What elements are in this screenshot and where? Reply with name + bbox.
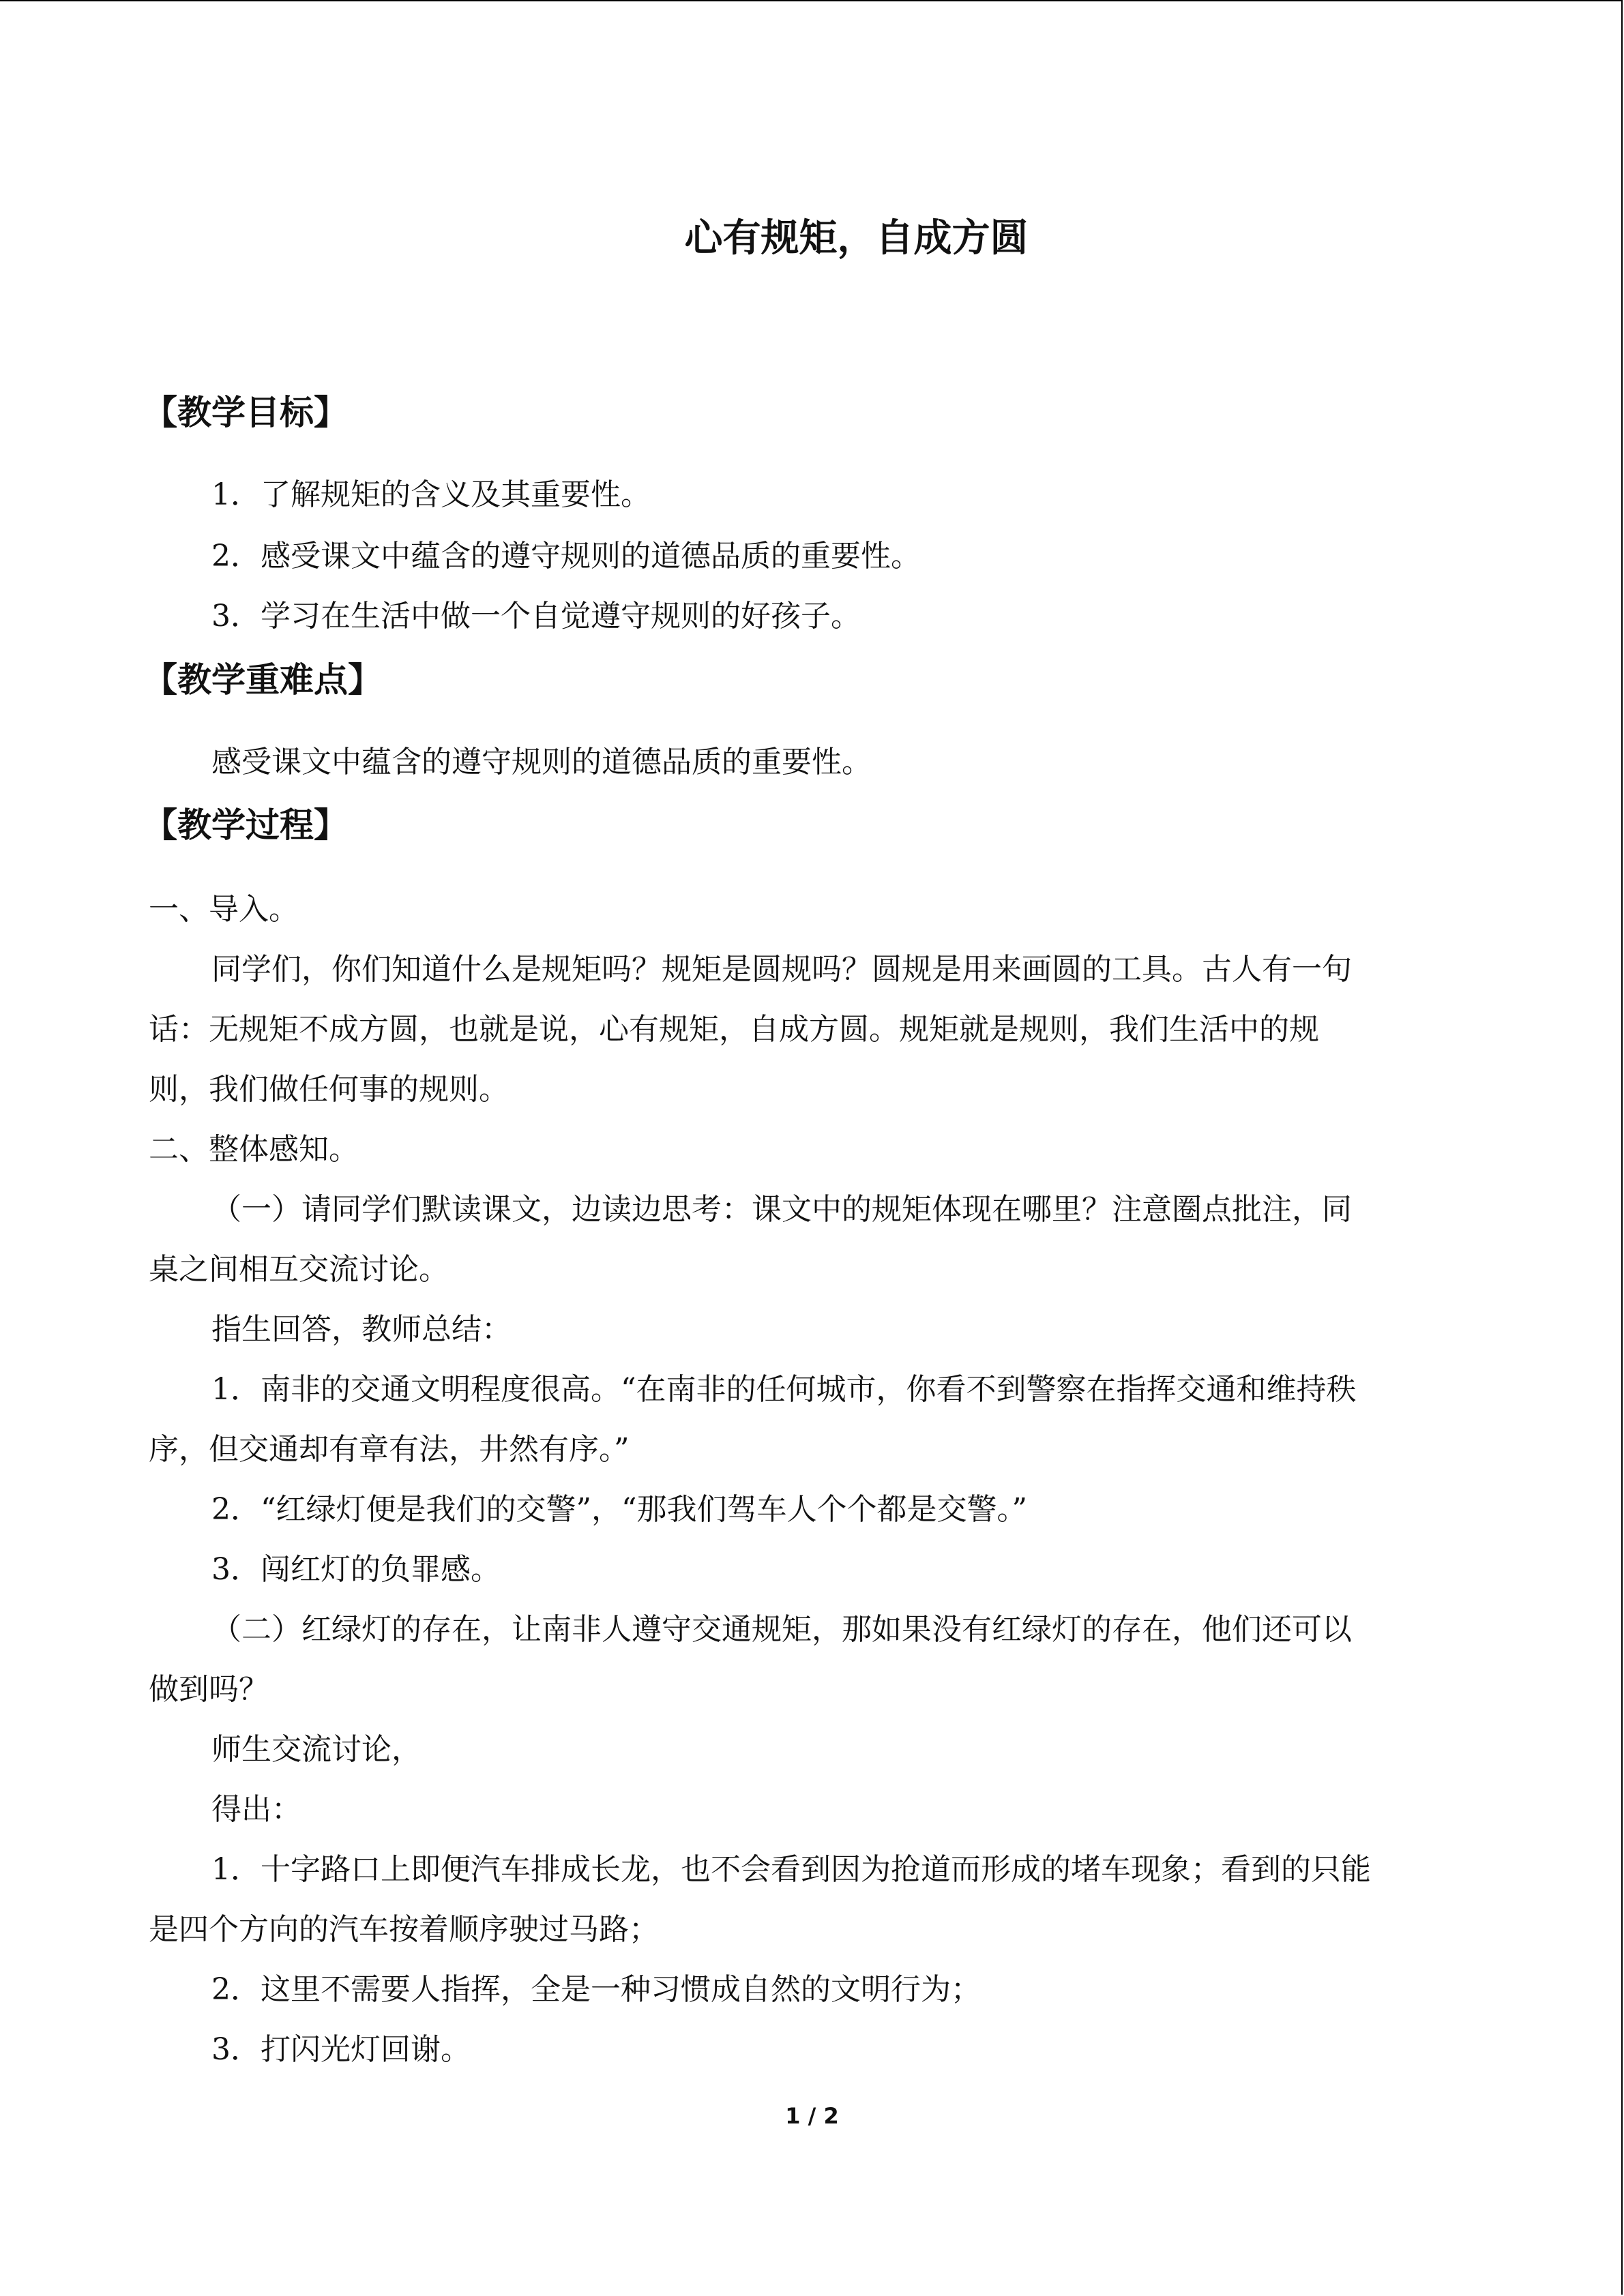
- paragraph-line: 话：无规矩不成方圆，也就是说，心有规矩，自成方圆。规矩就是规则，我们生活中的规: [149, 1012, 1319, 1047]
- goal-item: 2．感受课文中蕴含的遵守规则的道德品质的重要性。: [211, 539, 921, 573]
- paragraph-line: 3．打闪光灯回谢。: [211, 2032, 471, 2067]
- paragraph-line: 1．十字路口上即便汽车排成长龙，也不会看到因为抢道而形成的堵车现象；看到的只能: [211, 1852, 1371, 1887]
- paragraph-line: 桌之间相互交流讨论。: [149, 1252, 449, 1287]
- process-step-title: 二、整体感知。: [149, 1132, 359, 1167]
- paragraph-line: 则，我们做任何事的规则。: [149, 1072, 509, 1107]
- paragraph-line: （二）红绿灯的存在，让南非人遵守交通规矩，那如果没有红绿灯的存在，他们还可以: [211, 1612, 1352, 1647]
- key-points-text: 感受课文中蕴含的遵守规则的道德品质的重要性。: [211, 745, 872, 779]
- goal-item: 1．了解规矩的含义及其重要性。: [211, 477, 651, 512]
- paragraph-line: 2．这里不需要人指挥，全是一种习惯成自然的文明行为；: [211, 1972, 981, 2007]
- paragraph-line: 2．“红绿灯便是我们的交警”，“那我们驾车人个个都是交警。”: [211, 1492, 1027, 1527]
- section-heading-process: 【教学过程】: [143, 805, 348, 845]
- paragraph-line: 做到吗？: [149, 1672, 269, 1707]
- paragraph-line: 得出：: [211, 1792, 301, 1827]
- paragraph-line: 3．闯红灯的负罪感。: [211, 1552, 501, 1587]
- paragraph-line: 1．南非的交通文明程度很高。“在南非的任何城市，你看不到警察在指挥交通和维持秩: [211, 1372, 1357, 1407]
- paragraph-line: 指生回答，教师总结：: [211, 1312, 512, 1347]
- section-heading-goals: 【教学目标】: [143, 393, 348, 432]
- goal-item: 3．学习在生活中做一个自觉遵守规则的好孩子。: [211, 599, 861, 633]
- paragraph-line: （一）请同学们默读课文，边读边思考：课文中的规矩体现在哪里？注意圈点批注，同: [211, 1192, 1352, 1227]
- paragraph-line: 是四个方向的汽车按着顺序驶过马路；: [149, 1912, 659, 1947]
- process-step-title: 一、导入。: [149, 892, 299, 927]
- document-title: 心有规矩，自成方圆: [684, 216, 1029, 260]
- page-number: 1 / 2: [785, 2103, 839, 2129]
- paragraph-line: 序，但交通却有章有法，井然有序。”: [149, 1432, 630, 1467]
- paragraph-line: 同学们，你们知道什么是规矩吗？规矩是圆规吗？圆规是用来画圆的工具。古人有一句: [211, 952, 1352, 987]
- section-heading-key-points: 【教学重难点】: [143, 660, 382, 700]
- paragraph-line: 师生交流讨论，: [211, 1732, 422, 1767]
